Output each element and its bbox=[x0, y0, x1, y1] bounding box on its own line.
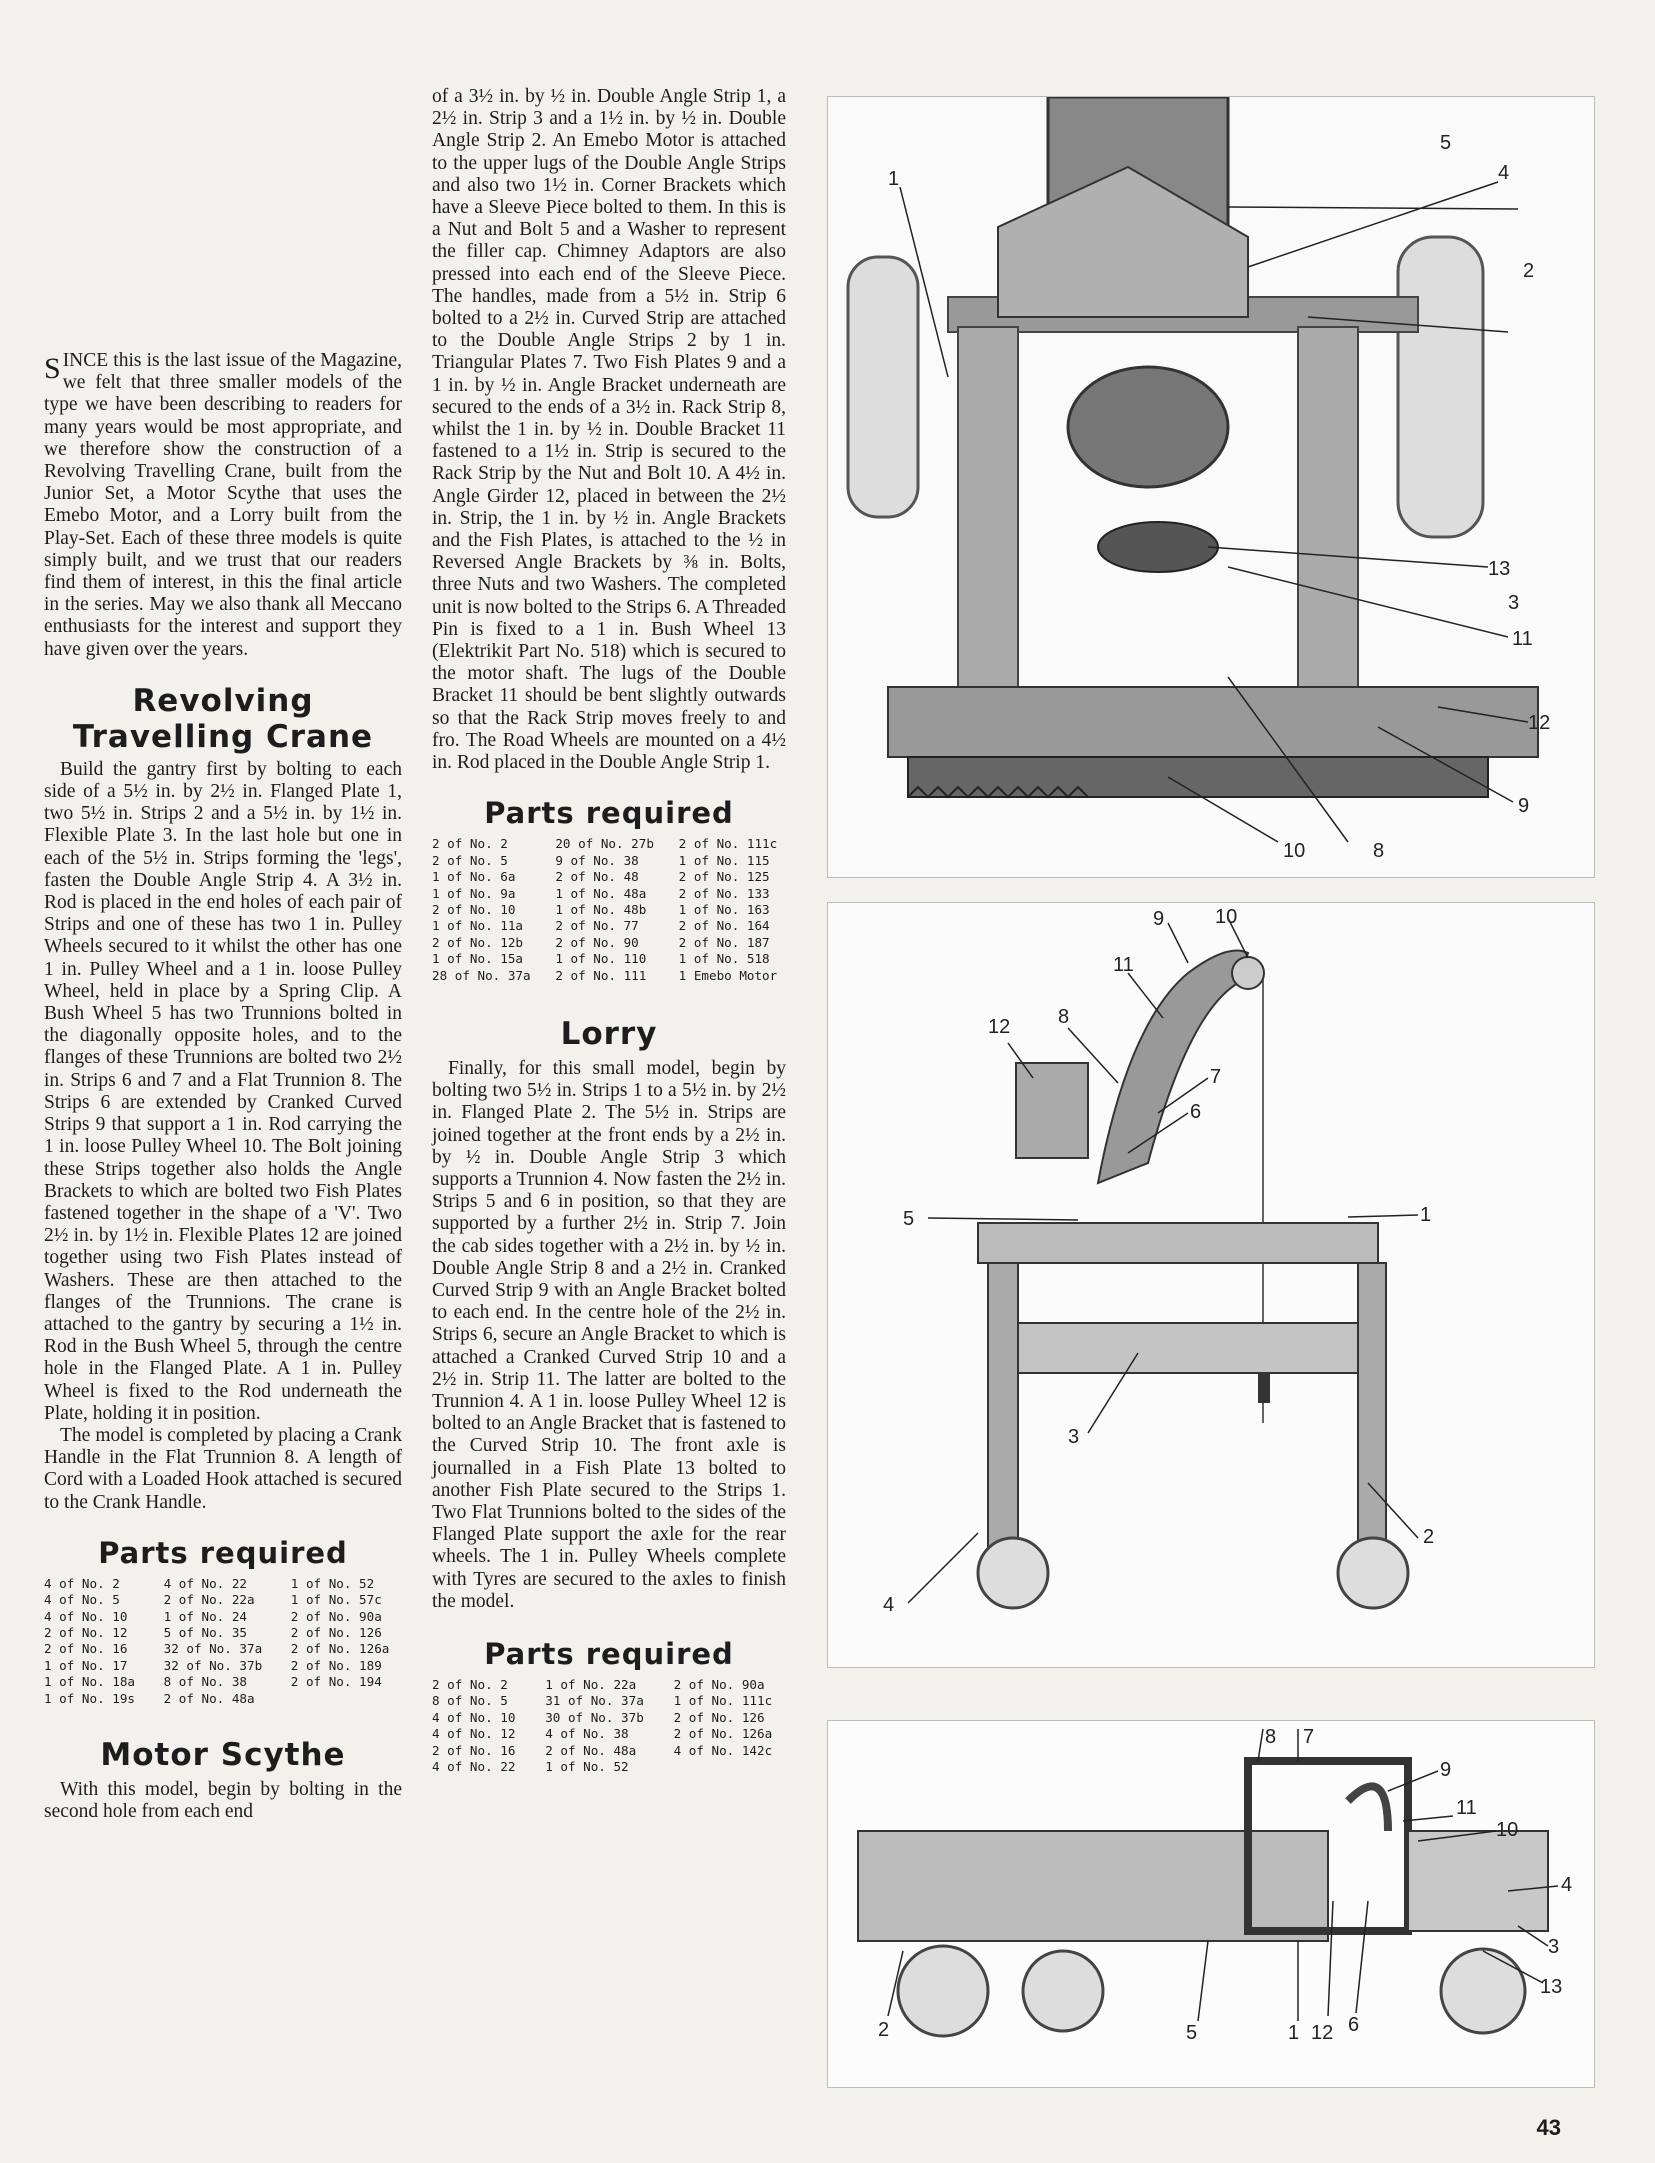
lorry-label-8: 8 bbox=[1265, 1726, 1277, 1748]
scythe-part-entry: 2 of No. 12b bbox=[432, 934, 523, 950]
scythe-photo bbox=[827, 96, 1595, 878]
lorry-part-entry: 30 of No. 37b bbox=[545, 1709, 644, 1725]
scythe-part-entry: 1 of No. 6a bbox=[432, 869, 516, 885]
lorry-illustration bbox=[828, 1721, 1594, 2087]
scythe-label-1: 1 bbox=[888, 168, 900, 190]
crane-wheel-left bbox=[978, 1538, 1048, 1608]
crane-part-entry: 5 of No. 35 bbox=[163, 1624, 248, 1640]
scythe-illustration bbox=[828, 97, 1594, 877]
lorry-part-entry: 4 of No. 38 bbox=[545, 1726, 629, 1742]
bush-wheel-13 bbox=[1098, 522, 1218, 572]
scythe-label-5: 5 bbox=[1440, 132, 1452, 154]
scythe-part-entry: 28 of No. 37a bbox=[432, 967, 531, 983]
scythe-part-entry: 2 of No. 77 bbox=[555, 918, 639, 934]
scythe-label-10: 10 bbox=[1283, 840, 1306, 862]
scythe-label-2: 2 bbox=[1523, 260, 1535, 282]
scythe-part-entry: 1 of No. 115 bbox=[678, 852, 770, 868]
scythe-part-entry: 1 of No. 110 bbox=[555, 951, 647, 967]
lorry-label-10: 10 bbox=[1496, 1819, 1519, 1841]
crane-heading: Revolving Travelling Crane bbox=[72, 682, 374, 755]
crane-illustration bbox=[828, 903, 1594, 1667]
lorry-heading: Lorry bbox=[560, 1015, 658, 1052]
lorry-part-entry: 4 of No. 12 bbox=[432, 1726, 516, 1742]
scythe-part-entry: 2 of No. 133 bbox=[678, 885, 770, 901]
scythe-part-entry: 1 of No. 11a bbox=[432, 918, 523, 934]
scythe-part-entry: 2 of No. 111c bbox=[678, 836, 778, 852]
lorry-label-5: 5 bbox=[1186, 2022, 1198, 2044]
lorry-label-3: 3 bbox=[1548, 1936, 1560, 1958]
flexible-plates-12 bbox=[1016, 1063, 1088, 1158]
crane-part-entry: 4 of No. 10 bbox=[44, 1608, 128, 1624]
lorry-parts-heading: Parts required bbox=[484, 1637, 734, 1672]
left-column bbox=[44, 86, 402, 1823]
crane-label-2: 2 bbox=[1423, 1526, 1435, 1548]
crane-part-entry: 8 of No. 38 bbox=[163, 1674, 248, 1690]
lorry-label-12: 12 bbox=[1311, 2022, 1334, 2044]
crane-paragraph-2: The model is completed by placing a Crank Handle in the Flat Trunnion 8. A length of Cord with a Loaded Hook attached is secured to the Crank Handle. bbox=[44, 1424, 402, 1513]
scythe-part-entry: 2 of No. 10 bbox=[432, 901, 516, 917]
flanged-plate-2 bbox=[858, 1831, 1328, 1941]
scythe-part-entry: 2 of No. 90 bbox=[555, 934, 639, 950]
angle-girder-12 bbox=[888, 687, 1538, 757]
lorry-label-4: 4 bbox=[1561, 1874, 1573, 1896]
crane-part-entry: 4 of No. 5 bbox=[44, 1592, 120, 1608]
scythe-part-entry: 2 of No. 164 bbox=[678, 918, 770, 934]
lorry-label-9: 9 bbox=[1440, 1759, 1452, 1781]
crane-part-entry: 1 of No. 57c bbox=[290, 1592, 382, 1608]
loaded-hook bbox=[1258, 1373, 1270, 1403]
scythe-part-entry: 2 of No. 2 bbox=[432, 836, 508, 852]
lorry-photo bbox=[827, 1720, 1595, 2088]
crane-part-entry: 2 of No. 48a bbox=[163, 1690, 255, 1706]
lorry-parts-table bbox=[432, 1677, 786, 1775]
crane-part-entry: 2 of No. 189 bbox=[290, 1657, 382, 1673]
scythe-paragraph-continued: of a 3½ in. by ½ in. Double Angle Strip 1, a 2½ in. Strip 3 and a 1½ in. by ½ in. Double Angle Strip 2. An Emebo Motor is attached to the upper lugs of the Double Angle Strips and also two 1½ in. Corner Brackets which have a Sleeve Piece bolted to them. In this is a Nut and Bolt 5 and a Washer to represent the filler cap. Chimney Adaptors are also pressed into each end of the Sleeve Piece. The handles, made from a 5½ in. Strip 6 bolted to a 2½ in. Curved Strip are attached to the Double Angle Strips 2 by 1 in. Triangular Plates 7. Two Fish Plates 9 and a 1 in. by ½ in. Angle Bracket underneath are secured to the ends of a 3½ in. Rack Strip 8, whilst the 1 in. by ½ in. Double Bracket 11 fastened to a 1½ in. Strip is secured to the Rack Strip by the Nut and Bolt 10. A 4½ in. Angle Girder 12, placed in between the 2½ in. Strip, the 1 in. by ½ in. Angle Brackets and the Fish Plates, is attached to the ½ in Reversed Angle Brackets by ⅜ in. Bolts, three Nuts and two Washers. The completed unit is now bolted to the Strips 6. A Threaded Pin is fixed to a 1 in. Bush Wheel 13 (Elektrikit Part No. 518) which is secured to the motor shaft. The lugs of the Double Bracket 11 should be bent slightly outwards so that the Rack Strip moves freely to and fro. The Road Wheels are mounted on a 4½ in. Rod placed in the Double Angle Strip 1. bbox=[432, 86, 786, 774]
crane-part-entry: 2 of No. 16 bbox=[44, 1641, 128, 1657]
gantry-leg-right bbox=[1358, 1263, 1386, 1563]
lorry-middle-wheel bbox=[1023, 1951, 1103, 2031]
page-number: 43 bbox=[1536, 2115, 1561, 2140]
crane-parts-table bbox=[44, 1576, 402, 1707]
left-road-wheel bbox=[848, 257, 918, 517]
crane-part-entry: 2 of No. 126 bbox=[290, 1624, 382, 1640]
scythe-part-entry: 20 of No. 27b bbox=[555, 836, 654, 852]
lorry-part-entry: 2 of No. 90a bbox=[673, 1677, 765, 1693]
right-road-wheel bbox=[1398, 237, 1483, 537]
scythe-part-entry: 2 of No. 125 bbox=[678, 869, 770, 885]
scythe-label-11: 11 bbox=[1512, 628, 1533, 650]
scythe-part-entry: 2 of No. 5 bbox=[432, 852, 508, 868]
crane-part-entry: 1 of No. 18a bbox=[44, 1674, 135, 1690]
lorry-part-entry: 2 of No. 126a bbox=[673, 1726, 773, 1742]
lorry-part-entry: 4 of No. 10 bbox=[432, 1709, 516, 1725]
crane-label-12: 12 bbox=[988, 1016, 1011, 1038]
crane-label-8: 8 bbox=[1058, 1006, 1070, 1028]
crane-label-7: 7 bbox=[1210, 1066, 1222, 1088]
scythe-heading: Motor Scythe bbox=[100, 1737, 346, 1773]
scythe-part-entry: 1 of No. 15a bbox=[432, 951, 523, 967]
crane-label-9: 9 bbox=[1153, 908, 1165, 930]
lorry-label-7: 7 bbox=[1303, 1726, 1315, 1748]
scythe-part-entry: 1 Emebo Motor bbox=[678, 967, 778, 983]
lorry-label-1: 1 bbox=[1288, 2022, 1300, 2044]
lorry-part-entry: 1 of No. 22a bbox=[545, 1677, 637, 1693]
scythe-paragraph-start: With this model, begin by bolting in the second hole from each end bbox=[44, 1779, 402, 1823]
intro-paragraph bbox=[44, 350, 402, 661]
lorry-label-13: 13 bbox=[1540, 1976, 1563, 1998]
scythe-parts-table bbox=[432, 836, 786, 984]
intro-text: INCE this is the last issue of the Magazine, we felt that three smaller models of the type we have been describing to readers for many years would be most appropriate, and we therefore show the construction of a Revolving Travelling Crane, built from the Junior Set, a Motor Scythe that uses the Emebo Motor, and a Lorry built from the Play-Set. Each of these three models is quite simply built, and we trust that our readers find them of interest, in this the final article in the series. May we also thank all Meccano enthusiasts for the interest and support they have given over the years. bbox=[44, 350, 402, 660]
scythe-part-entry: 2 of No. 111 bbox=[555, 967, 647, 983]
scythe-part-entry: 1 of No. 163 bbox=[678, 901, 770, 917]
lorry-rear-wheel bbox=[898, 1946, 988, 2036]
scythe-part-entry: 2 of No. 187 bbox=[678, 934, 770, 950]
crane-part-entry: 1 of No. 19s bbox=[44, 1690, 135, 1706]
scythe-label-13: 13 bbox=[1488, 558, 1511, 580]
scythe-part-entry: 1 of No. 518 bbox=[678, 951, 770, 967]
crane-part-entry: 1 of No. 24 bbox=[163, 1608, 248, 1624]
crane-label-11: 11 bbox=[1113, 954, 1134, 976]
lorry-label-6: 6 bbox=[1348, 2014, 1360, 2036]
crane-part-entry: 4 of No. 22 bbox=[163, 1575, 248, 1591]
scythe-part-entry: 1 of No. 48a bbox=[555, 885, 647, 901]
crane-part-entry bbox=[291, 1691, 402, 1707]
crane-label-1: 1 bbox=[1420, 1204, 1432, 1226]
crane-part-entry: 2 of No. 12 bbox=[44, 1624, 128, 1640]
crane-part-entry: 32 of No. 37b bbox=[163, 1657, 263, 1673]
scythe-part-entry: 2 of No. 48 bbox=[555, 869, 639, 885]
crane-photo bbox=[827, 902, 1595, 1668]
gantry-leg-left bbox=[988, 1263, 1018, 1563]
crane-label-3: 3 bbox=[1068, 1426, 1080, 1448]
lorry-label-2: 2 bbox=[878, 2019, 890, 2041]
crane-wheel-right bbox=[1338, 1538, 1408, 1608]
flanged-plate-1 bbox=[978, 1223, 1378, 1263]
lorry-part-entry: 31 of No. 37a bbox=[545, 1693, 644, 1709]
scythe-label-4: 4 bbox=[1498, 162, 1510, 184]
crane-label-10: 10 bbox=[1215, 906, 1238, 928]
lorry-part-entry: 1 of No. 52 bbox=[545, 1759, 629, 1775]
crane-part-entry: 2 of No. 126a bbox=[290, 1641, 390, 1657]
drop-cap: S bbox=[44, 352, 61, 385]
scythe-label-12: 12 bbox=[1528, 712, 1551, 734]
flexible-plate-3 bbox=[1018, 1323, 1358, 1373]
middle-column bbox=[432, 86, 786, 1775]
scythe-label-9: 9 bbox=[1518, 795, 1530, 817]
crane-label-4: 4 bbox=[883, 1594, 895, 1616]
lorry-part-entry: 2 of No. 2 bbox=[432, 1677, 508, 1693]
lorry-part-entry: 8 of No. 5 bbox=[432, 1693, 508, 1709]
crane-part-entry: 1 of No. 17 bbox=[44, 1657, 128, 1673]
scythe-label-8: 8 bbox=[1373, 840, 1385, 862]
crane-part-entry: 32 of No. 37a bbox=[163, 1641, 263, 1657]
crane-label-5: 5 bbox=[903, 1208, 915, 1230]
lorry-part-entry bbox=[674, 1759, 786, 1775]
lorry-label-11: 11 bbox=[1456, 1797, 1477, 1819]
crane-part-entry: 2 of No. 90a bbox=[290, 1608, 382, 1624]
scythe-part-entry: 1 of No. 9a bbox=[432, 885, 516, 901]
crane-label-6: 6 bbox=[1190, 1101, 1202, 1123]
lorry-part-entry: 1 of No. 111c bbox=[673, 1693, 773, 1709]
lorry-part-entry: 2 of No. 48a bbox=[545, 1742, 637, 1758]
lorry-front-wheel bbox=[1441, 1949, 1525, 2033]
crane-part-entry: 2 of No. 22a bbox=[163, 1592, 255, 1608]
crane-part-entry: 1 of No. 52 bbox=[290, 1575, 375, 1591]
lorry-part-entry: 4 of No. 22 bbox=[432, 1759, 516, 1775]
crane-part-entry: 2 of No. 194 bbox=[290, 1674, 382, 1690]
scythe-parts-heading: Parts required bbox=[484, 796, 734, 831]
crane-paragraph-1: Build the gantry first by bolting to each side of a 5½ in. by 2½ in. Flanged Plate 1, two 5½ in. Strips 2 and a 5½ in. by 1½ in. Flexible Plate 3. In the last hole but one in each of the 5½ in. Strips forming the 'legs', fasten the Double Angle Strip 4. A 3½ in. Rod is placed in the end holes of each pair of Strips and one of these has two 1 in. Pulley Wheels secured to it whilst the other has one 1 in. Pulley Wheel and a 1 in. loose Pulley Wheel, held in place by a Spring Clip. A Bush Wheel 5 has two Trunnions bolted in the diagonally opposite holes, and to the flanges of these Trunnions are bolted two 2½ in. Strips 6 and 7 and a Flat Trunnion 8. The Strips 6 are extended by Cranked Curved Strips 9 that support a 1 in. Rod carrying the 1 in. loose Pulley Wheel 10. The Bolt joining these Strips together also holds the Angle Brackets to which are bolted two Fish Plates fastened together in the shape of a 'V'. Two 2½ in. by 1½ in. Flexible Plates 12 are joined together using two Fish Plates instead of Washers. These are then attached to the flanges of the Trunnions. The crane is attached to the gantry by securing a 1½ in. Rod in the Bush Wheel 5, through the centre hole in the Flanged Plate. A 1 in. Pulley Wheel is fixed to the Rod underneath the Plate, holding it in position. bbox=[44, 758, 402, 1424]
scythe-part-entry: 9 of No. 38 bbox=[555, 852, 639, 868]
lorry-part-entry: 2 of No. 126 bbox=[673, 1709, 765, 1725]
lorry-part-entry: 4 of No. 142c bbox=[673, 1742, 773, 1758]
scythe-label-3: 3 bbox=[1508, 592, 1520, 614]
lorry-paragraph: Finally, for this small model, begin by bolting two 5½ in. Strips 1 to a 5½ in. by 2½ in. Flanged Plate 2. The 5½ in. Strips are joined together at the front ends by a 2½ in. by ½ in. Double Angle Strip 3 which supports a Trunnion 4. Now fasten the 2½ in. Strips 5 and 6 in position, so that they are supported by a further 2½ in. Strip 7. Join the cab sides together with a 2½ in. by ½ in. Double Angle Strip 8 and a 2½ in. Cranked Curved Strip 9 with an Angle Bracket bolted to each end. In the centre hole of the 2½ in. Strips 6, secure an Angle Bracket to which is attached a Cranked Curved Strip 10 and a 2½ in. Strip 11. The latter are bolted to the Trunnion 4. A 1 in. loose Pulley Wheel 12 is bolted to an Angle Bracket that is fastened to the Curved Strip 10. The front axle is journalled in a Fish Plate 13 bolted to another Fish Plate secured to the Strips 1. Two Flat Trunnions bolted to the sides of the Flanged Plate support the axle for the rear wheels. The 1 in. Pulley Wheels complete with Tyres are secured to the axles to finish the model. bbox=[432, 1057, 786, 1612]
lorry-part-entry: 2 of No. 16 bbox=[432, 1742, 516, 1758]
crane-parts-heading: Parts required bbox=[98, 1535, 348, 1570]
pulley-wheel-10 bbox=[1232, 957, 1264, 989]
bonnet bbox=[1408, 1831, 1548, 1931]
scythe-part-entry: 1 of No. 48b bbox=[555, 901, 647, 917]
crane-part-entry: 4 of No. 2 bbox=[44, 1575, 120, 1591]
